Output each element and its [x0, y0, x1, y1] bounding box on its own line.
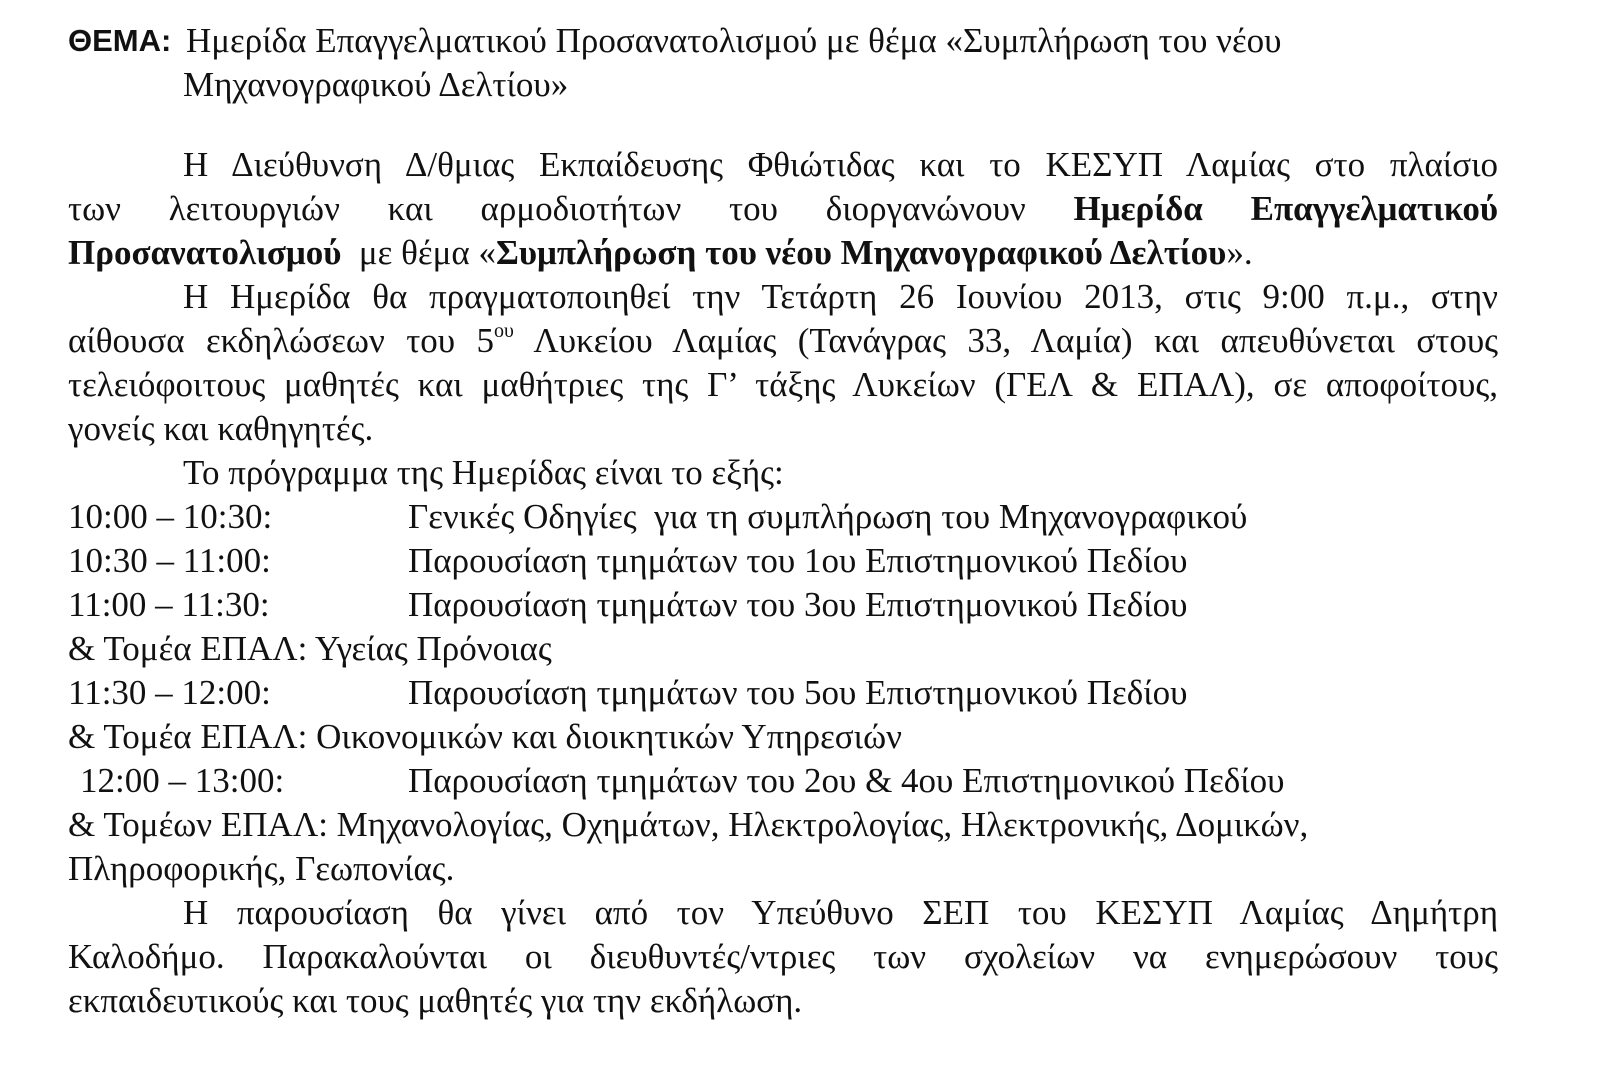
intro-theme-prefix: με θέμα « — [350, 233, 496, 272]
intro-line-2 — [68, 187, 1498, 231]
intro-bold-event: Ημερίδα Επαγγελματικού — [1073, 189, 1498, 228]
event-venue-a: αίθουσα εκδηλώσεων του 5 — [68, 321, 495, 360]
closing-paragraph — [68, 891, 1498, 1023]
schedule-time: 12:00 – 13:00: — [80, 761, 285, 800]
event-venue-sup: ου — [494, 320, 514, 342]
schedule-desc: Παρουσίαση τμημάτων του 5ου Επιστημονικού Πεδίου — [408, 673, 1188, 712]
closing-line-1: Η παρουσίαση θα γίνει από τον Υπεύθυνο ΣΕΠ του ΚΕΣΥΠ Λαμίας Δημήτρη — [183, 893, 1498, 932]
schedule-desc: Γενικές Οδηγίες για τη συμπλήρωση του Μηχανογραφικού — [408, 497, 1248, 536]
intro-text: των λειτουργιών και αρμοδιοτήτων του διοργανώνουν — [68, 189, 1026, 228]
schedule — [68, 495, 1498, 891]
schedule-continuation: Πληροφορικής, Γεωπονίας. — [68, 849, 455, 888]
schedule-row — [68, 759, 1498, 803]
schedule-time: 11:00 – 11:30: — [68, 585, 270, 624]
schedule-row — [68, 495, 1498, 539]
subject-label: ΘΕΜΑ: — [68, 23, 172, 58]
closing-line-3: εκπαιδευτικούς και τους μαθητές για την εκδήλωση. — [68, 981, 803, 1020]
schedule-time: 10:30 – 11:00: — [68, 541, 271, 580]
schedule-row — [68, 539, 1498, 583]
intro-line-1: Η Διεύθυνση Δ/θμιας Εκπαίδευσης Φθιώτιδας και το ΚΕΣΥΠ Λαμίας στο πλαίσιο — [183, 145, 1498, 184]
schedule-continuation: & Τομέων ΕΠΑΛ: Μηχανολογίας, Οχημάτων, Ηλεκτρολογίας, Ηλεκτρονικής, Δομικών, — [68, 805, 1309, 844]
schedule-time: 11:30 – 12:00: — [68, 673, 271, 712]
subject-title: Ημερίδα Επαγγελματικού Προσανατολισμού με θέμα «Συμπλήρωση του νέου — [186, 21, 1282, 60]
schedule-continuation: & Τομέα ΕΠΑΛ: Οικονομικών και διοικητικών Υπηρεσιών — [68, 717, 902, 756]
intro-bold-theme: Συμπλήρωση του νέου Μηχανογραφικού Δελτίου — [495, 233, 1227, 272]
schedule-row — [68, 671, 1498, 715]
intro-bold-orientation: Προσανατολισμού — [68, 233, 342, 272]
event-line-1: Η Ημερίδα θα πραγματοποιηθεί την Τετάρτη 26 Ιουνίου 2013, στις 9:00 π.μ., στην — [183, 277, 1498, 316]
intro-theme-suffix: ». — [1226, 233, 1253, 272]
subject-line-1 — [68, 19, 1508, 63]
schedule-desc: Παρουσίαση τμημάτων του 1ου Επιστημονικού Πεδίου — [408, 541, 1188, 580]
event-line-2 — [68, 319, 1498, 363]
schedule-continuation: & Τομέα ΕΠΑΛ: Υγείας Πρόνοιας — [68, 629, 552, 668]
intro-paragraph — [68, 143, 1498, 275]
schedule-desc: Παρουσίαση τμημάτων του 2ου & 4ου Επιστημονικού Πεδίου — [408, 761, 1285, 800]
intro-line-3 — [68, 231, 1498, 275]
closing-line-2: Καλοδήμο. Παρακαλούνται οι διευθυντές/ντριες των σχολείων να ενημερώσουν τους — [68, 937, 1498, 976]
schedule-row — [68, 583, 1498, 627]
event-line-3: τελειόφοιτους μαθητές και μαθήτριες της Γ’ τάξης Λυκείων (ΓΕΛ & ΕΠΑΛ), σε αποφοίτους, — [68, 365, 1498, 404]
subject-block — [68, 19, 1508, 107]
schedule-desc: Παρουσίαση τμημάτων του 3ου Επιστημονικού Πεδίου — [408, 585, 1188, 624]
document-body — [68, 143, 1498, 1023]
event-paragraph — [68, 275, 1498, 451]
event-line-4: γονείς και καθηγητές. — [68, 409, 374, 448]
schedule-time: 10:00 – 10:30: — [68, 497, 273, 536]
program-intro: Το πρόγραμμα της Ημερίδας είναι το εξής: — [183, 453, 784, 492]
event-venue-b: Λυκείου Λαμίας (Τανάγρας 33, Λαμία) και απευθύνεται στους — [513, 321, 1499, 360]
subject-title-continued: Μηχανογραφικού Δελτίου» — [183, 65, 569, 104]
